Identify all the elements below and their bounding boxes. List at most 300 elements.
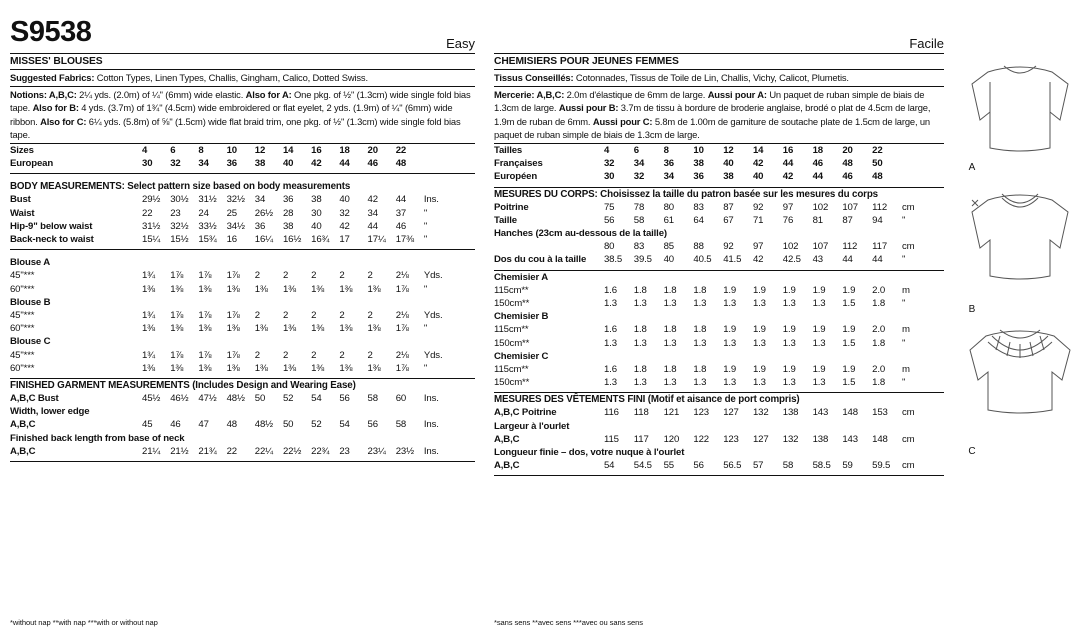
notions-label: Aussi pour B: bbox=[558, 102, 619, 114]
cell-value: 1.3 bbox=[663, 337, 677, 349]
cell-value: 41.5 bbox=[723, 254, 742, 266]
cell-value: 1¾ bbox=[142, 310, 156, 321]
cell-value: 57 bbox=[752, 460, 764, 472]
finished-garment-measurements bbox=[10, 379, 475, 462]
cell-value: 61 bbox=[663, 214, 674, 226]
cell-value: 54 bbox=[311, 393, 322, 405]
unit: " bbox=[423, 233, 428, 245]
finished-title-fr: MESURES DES VÊTEMENTS FINI (Motif et aisance de port compris) bbox=[494, 394, 800, 406]
cell-value: 107 bbox=[812, 241, 829, 253]
table-row bbox=[494, 459, 944, 472]
cell-value: 2 bbox=[311, 310, 317, 321]
blouse-b-sketch bbox=[972, 194, 1068, 279]
cell-value: 1⅜ bbox=[226, 283, 240, 295]
notions bbox=[10, 87, 475, 144]
cell-value: 58 bbox=[633, 214, 645, 226]
cell-value: 17¼ bbox=[367, 233, 386, 245]
cell-value: 58.5 bbox=[812, 460, 831, 472]
cell-value: 46 bbox=[395, 220, 407, 232]
cell-value: 44 bbox=[395, 194, 407, 206]
notions-fr bbox=[494, 87, 944, 144]
cell-value: 1.9 bbox=[842, 284, 856, 296]
table-row bbox=[494, 323, 944, 336]
notions-label: Also for C: bbox=[40, 115, 87, 127]
cell-value: 16¾ bbox=[311, 233, 330, 245]
table-row bbox=[494, 350, 944, 363]
cell-value: 1.3 bbox=[752, 337, 766, 349]
cell-value: 17⅜ bbox=[395, 233, 414, 245]
body-measurements bbox=[10, 180, 475, 250]
row-label: Tailles bbox=[494, 144, 523, 156]
cell-value: 1⅜ bbox=[282, 283, 296, 295]
french-header bbox=[494, 18, 944, 54]
view-b-label: B bbox=[968, 304, 976, 315]
cell-value: 1⅜ bbox=[142, 283, 156, 295]
cell-value: 1.3 bbox=[663, 298, 677, 309]
table-row bbox=[494, 446, 944, 459]
cell-value: 117 bbox=[872, 241, 888, 253]
cell-value: 31½ bbox=[198, 194, 217, 206]
unit: m bbox=[901, 324, 910, 336]
cell-value: 1.9 bbox=[723, 284, 737, 296]
cell-value: 132 bbox=[752, 407, 769, 419]
cell-value: 1.6 bbox=[604, 364, 617, 376]
cell-value: 143 bbox=[812, 407, 829, 419]
cell-value: 1⅜ bbox=[198, 283, 212, 295]
cell-value: 22¼ bbox=[254, 445, 274, 457]
cell-value: 21½ bbox=[170, 445, 189, 457]
notions-label: Notions: A,B,C: bbox=[10, 88, 77, 100]
cell-value: 20 bbox=[842, 144, 853, 156]
cell-value: 1⅜ bbox=[282, 362, 296, 374]
cell-value: 1.8 bbox=[872, 377, 886, 389]
cell-value: 94 bbox=[872, 214, 883, 226]
cell-value: 1.9 bbox=[752, 284, 766, 296]
unit: m bbox=[901, 284, 910, 296]
row-label: 60"*** bbox=[10, 283, 35, 295]
cell-value: 138 bbox=[782, 407, 799, 419]
table-row bbox=[10, 269, 475, 282]
cell-value: 1⅜ bbox=[142, 362, 156, 374]
cell-value: 52 bbox=[311, 419, 322, 431]
view-illustrations bbox=[960, 50, 1080, 470]
cell-value: 2 bbox=[311, 349, 317, 361]
table-row bbox=[494, 297, 944, 310]
cell-value: 1.3 bbox=[693, 298, 707, 309]
unit: " bbox=[901, 377, 906, 389]
cell-value: 78 bbox=[633, 201, 645, 213]
row-label: Dos du cou à la taille bbox=[494, 254, 587, 266]
cell-value: 1⅜ bbox=[226, 362, 240, 374]
cell-value: 55 bbox=[663, 460, 674, 472]
english-column bbox=[10, 18, 475, 462]
cell-value: 81 bbox=[812, 214, 823, 226]
table-row bbox=[10, 418, 475, 431]
cell-value: 2⅛ bbox=[395, 349, 409, 361]
unit: m bbox=[901, 364, 910, 376]
cell-value: 32 bbox=[633, 171, 645, 183]
cell-value: 34 bbox=[367, 207, 378, 219]
cell-value: 23½ bbox=[395, 445, 414, 457]
cell-value: 1.3 bbox=[812, 377, 826, 389]
cell-value: 1.3 bbox=[812, 337, 826, 349]
table-row bbox=[10, 392, 475, 405]
table-row bbox=[494, 253, 944, 266]
cell-value: 42 bbox=[782, 171, 794, 183]
cell-value: 20 bbox=[367, 144, 378, 156]
cell-value: 34 bbox=[198, 158, 209, 170]
cell-value: 1.9 bbox=[812, 324, 826, 336]
cell-value: 1⅞ bbox=[198, 349, 212, 361]
suggested-fabrics-fr bbox=[494, 70, 944, 87]
cell-value: 47 bbox=[198, 419, 209, 431]
blouse-c-sketch bbox=[970, 330, 1070, 413]
cell-value: 44 bbox=[872, 254, 883, 266]
cell-value: 117 bbox=[633, 433, 649, 445]
table-row bbox=[494, 227, 944, 240]
table-row bbox=[494, 201, 944, 214]
table-row bbox=[10, 335, 475, 348]
cell-value: 1⅜ bbox=[254, 283, 268, 295]
cell-value: 42 bbox=[752, 254, 764, 266]
table-row bbox=[10, 256, 475, 269]
cell-value: 1⅞ bbox=[198, 270, 212, 282]
cell-value: 56 bbox=[339, 393, 350, 405]
cell-value: 23¼ bbox=[367, 445, 386, 457]
cell-value: 1⅜ bbox=[311, 362, 325, 374]
cell-value: 1.3 bbox=[752, 298, 766, 309]
notions-label: Also for A: bbox=[245, 88, 292, 100]
table-row bbox=[494, 337, 944, 350]
yardage-table bbox=[10, 256, 475, 379]
cell-value: 1.8 bbox=[633, 324, 647, 336]
row-label: Poitrine bbox=[494, 201, 529, 213]
cell-value: 1⅞ bbox=[170, 270, 184, 282]
cell-value: 1.3 bbox=[782, 377, 796, 389]
view-c-label: C bbox=[968, 446, 976, 457]
cell-value: 44 bbox=[842, 254, 853, 266]
cell-value: 1⅜ bbox=[339, 362, 353, 374]
row-label: A,B,C bbox=[494, 433, 520, 445]
cell-value: 1¾ bbox=[142, 270, 156, 282]
cell-value: 40 bbox=[311, 220, 322, 232]
cell-value: 16½ bbox=[282, 233, 302, 245]
cell-value: 40 bbox=[339, 194, 350, 206]
cell-value: 120 bbox=[663, 433, 680, 445]
unit: " bbox=[901, 214, 906, 226]
subheading: Largeur à l'ourlet bbox=[494, 420, 570, 432]
cell-value: 42 bbox=[311, 158, 322, 170]
cell-value: 38 bbox=[693, 158, 704, 170]
cell-value: 2 bbox=[367, 310, 373, 321]
difficulty-level-fr: Facile bbox=[909, 36, 944, 51]
unit: cm bbox=[901, 201, 915, 213]
french-column bbox=[494, 18, 944, 476]
row-label: Françaises bbox=[494, 158, 543, 170]
cell-value: 38 bbox=[282, 220, 294, 232]
row-label: 45"*** bbox=[10, 310, 35, 321]
unit: cm bbox=[901, 433, 915, 445]
cell-value: 121 bbox=[663, 407, 680, 419]
cell-value: 1.3 bbox=[604, 337, 617, 349]
cell-value: 2.0 bbox=[872, 364, 886, 376]
table-row bbox=[10, 405, 475, 418]
cell-value: 1.3 bbox=[633, 337, 647, 349]
cell-value: 46 bbox=[170, 419, 181, 431]
cell-value: 25 bbox=[226, 207, 237, 219]
yardage-table-fr bbox=[494, 271, 944, 394]
cell-value: 14 bbox=[752, 144, 764, 156]
table-row bbox=[494, 363, 944, 376]
cell-value: 54 bbox=[604, 460, 615, 472]
cell-value: 50 bbox=[282, 419, 294, 431]
unit bbox=[902, 157, 944, 170]
table-row bbox=[494, 170, 944, 183]
cell-value: 1⅜ bbox=[311, 323, 325, 335]
cell-value: 22 bbox=[226, 445, 237, 457]
unit: Ins. bbox=[423, 419, 439, 431]
cell-value: 123 bbox=[723, 433, 739, 445]
table-row bbox=[10, 349, 475, 362]
table-row bbox=[10, 157, 475, 170]
garment-title-fr: CHEMISIERS POUR JEUNES FEMMES bbox=[494, 54, 944, 70]
cell-value: 34 bbox=[633, 158, 645, 170]
unit bbox=[424, 144, 475, 157]
notions-text: Un paquet de ruban simple de biais de 1.3cm de large. bbox=[494, 88, 925, 114]
cell-value: 92 bbox=[752, 201, 764, 213]
cell-value: 1.6 bbox=[604, 284, 617, 296]
size-table bbox=[10, 144, 475, 174]
cell-value: 32 bbox=[604, 158, 615, 170]
cell-value: 10 bbox=[226, 144, 237, 156]
cell-value: 1.5 bbox=[842, 298, 856, 309]
cell-value: 2⅛ bbox=[395, 270, 409, 282]
cell-value: 1.9 bbox=[842, 364, 856, 376]
cell-value: 1¾ bbox=[142, 349, 156, 361]
difficulty-level: Easy bbox=[446, 36, 475, 51]
cell-value: 46 bbox=[812, 158, 823, 170]
cell-value: 32 bbox=[170, 158, 181, 170]
group-heading: Blouse B bbox=[10, 296, 51, 308]
notions-text: 6¼ yds. (5.8m) of ⅝" (1.5cm) wide flat braid trim, one pkg. of ½" (1.3cm) wide single fold bias tape. bbox=[10, 115, 461, 141]
group-heading: Blouse A bbox=[10, 257, 51, 269]
cell-value: 54.5 bbox=[633, 460, 652, 472]
notions-text: 4 yds. (3.7m) of 1¾" (4.5cm) wide embroidered or flat eyelet, 2 yds. (1.9m) of ¼" (6mm) wide ribbon. bbox=[10, 102, 453, 127]
cell-value: 1.8 bbox=[693, 324, 707, 336]
subheading: Longueur finie – dos, votre nuque à l'ourlet bbox=[494, 447, 685, 459]
cell-value: 44 bbox=[782, 158, 794, 170]
cell-value: 32½ bbox=[170, 220, 189, 232]
unit: Yds. bbox=[423, 349, 443, 361]
cell-value: 12 bbox=[254, 144, 266, 156]
cell-value: 30 bbox=[311, 207, 322, 219]
cell-value: 1.8 bbox=[693, 284, 707, 296]
cell-value: 1⅜ bbox=[170, 323, 184, 335]
blouse-a-sketch bbox=[972, 66, 1068, 151]
cell-value: 1.9 bbox=[782, 324, 796, 336]
cell-value: 92 bbox=[723, 241, 734, 253]
cell-value: 2 bbox=[367, 349, 373, 361]
row-label: A,B,C bbox=[494, 460, 520, 472]
cell-value: 1.8 bbox=[663, 364, 677, 376]
unit: Ins. bbox=[423, 194, 439, 206]
subheading: Width, lower edge bbox=[10, 406, 90, 418]
cell-value: 54 bbox=[339, 419, 350, 431]
cell-value: 1⅜ bbox=[339, 283, 353, 295]
notions-text: One pkg. of ½" (1.3cm) wide single fold bias tape. bbox=[10, 88, 471, 114]
row-label: 60"*** bbox=[10, 323, 35, 335]
cell-value: 16 bbox=[311, 144, 322, 156]
cell-value: 16 bbox=[782, 144, 794, 156]
cell-value: 2 bbox=[339, 310, 345, 321]
cell-value: 38.5 bbox=[604, 254, 623, 266]
table-row bbox=[494, 240, 944, 253]
unit: " bbox=[901, 298, 906, 309]
cell-value: 22 bbox=[142, 207, 153, 219]
row-label: 115cm** bbox=[494, 364, 529, 376]
cell-value: 1⅜ bbox=[282, 323, 296, 335]
cell-value: 2.0 bbox=[872, 324, 886, 336]
cell-value: 56.5 bbox=[723, 460, 742, 472]
cell-value: 1⅜ bbox=[170, 362, 184, 374]
cell-value: 18 bbox=[339, 144, 350, 156]
cell-value: 42 bbox=[339, 220, 350, 232]
cell-value: 1.8 bbox=[872, 298, 886, 309]
unit: " bbox=[423, 220, 428, 232]
pattern-number: S9538 bbox=[10, 16, 92, 48]
row-label: 115cm** bbox=[494, 284, 529, 296]
cell-value: 46½ bbox=[170, 393, 189, 405]
table-row bbox=[494, 284, 944, 297]
body-measurements-title: BODY MEASUREMENTS: Select pattern size based on body measurements bbox=[10, 181, 351, 193]
cell-value: 1.8 bbox=[633, 284, 647, 296]
cell-value: 148 bbox=[872, 433, 888, 445]
cell-value: 1.9 bbox=[782, 364, 796, 376]
table-row bbox=[494, 271, 944, 284]
table-row bbox=[10, 283, 475, 296]
cell-value: 50 bbox=[872, 158, 883, 170]
cell-value: 2 bbox=[311, 270, 317, 282]
cell-value: 44 bbox=[812, 171, 823, 183]
cell-value: 30 bbox=[142, 158, 153, 170]
table-row bbox=[10, 296, 475, 309]
unit: cm bbox=[901, 241, 915, 253]
finished-title: FINISHED GARMENT MEASUREMENTS (Includes Design and Wearing Ease) bbox=[10, 380, 356, 392]
cell-value: 36 bbox=[693, 171, 704, 183]
cell-value: 1.9 bbox=[752, 324, 766, 336]
table-row bbox=[494, 433, 944, 446]
row-label: 150cm** bbox=[494, 337, 530, 349]
cell-value: 21¼ bbox=[142, 445, 161, 457]
table-row bbox=[10, 233, 475, 246]
table-row bbox=[10, 322, 475, 335]
cell-value: 1.3 bbox=[782, 298, 796, 309]
cell-value: 1.9 bbox=[842, 324, 856, 336]
cell-value: 71 bbox=[752, 214, 764, 226]
cell-value: 1.3 bbox=[723, 298, 737, 309]
cell-value: 83 bbox=[633, 241, 645, 253]
table-row bbox=[10, 207, 475, 220]
cell-value: 2 bbox=[254, 270, 260, 282]
unit: " bbox=[423, 283, 428, 295]
cell-value: 138 bbox=[812, 433, 829, 445]
row-label: 150cm** bbox=[494, 377, 530, 389]
cell-value: 1⅞ bbox=[395, 283, 409, 295]
cell-value: 22 bbox=[395, 144, 407, 156]
unit bbox=[902, 144, 944, 157]
cell-value: 50 bbox=[254, 393, 266, 405]
cell-value: 87 bbox=[842, 214, 853, 226]
row-label: A,B,C Bust bbox=[10, 393, 59, 405]
row-label: Bust bbox=[10, 194, 31, 206]
cell-value: 118 bbox=[633, 407, 649, 419]
cell-value: 59 bbox=[842, 460, 853, 472]
cell-value: 56 bbox=[693, 460, 704, 472]
cell-value: 123 bbox=[693, 407, 709, 419]
row-label: Hip-9" below waist bbox=[10, 220, 93, 232]
cell-value: 2 bbox=[254, 310, 260, 321]
cell-value: 1⅞ bbox=[226, 270, 240, 282]
unit: " bbox=[423, 323, 428, 335]
fabrics-label-fr: Tissus Conseillés: bbox=[494, 72, 574, 83]
cell-value: 44 bbox=[339, 158, 350, 170]
cell-value: 30 bbox=[604, 171, 615, 183]
cell-value: 102 bbox=[812, 201, 829, 213]
unit: cm bbox=[901, 407, 915, 419]
cell-value: 38 bbox=[723, 171, 734, 183]
cell-value: 1.3 bbox=[812, 298, 826, 309]
cell-value: 1⅞ bbox=[395, 323, 409, 335]
cell-value: 102 bbox=[782, 241, 799, 253]
cell-value: 1⅜ bbox=[367, 323, 381, 335]
cell-value: 48½ bbox=[254, 419, 274, 431]
cell-value: 122 bbox=[693, 433, 709, 445]
cell-value: 1.3 bbox=[723, 337, 737, 349]
cell-value: 48 bbox=[842, 158, 853, 170]
table-row bbox=[10, 432, 475, 445]
cell-value: 80 bbox=[663, 201, 674, 213]
cell-value: 58 bbox=[395, 419, 407, 431]
table-row bbox=[494, 406, 944, 419]
cell-value: 1.8 bbox=[872, 337, 886, 349]
unit: " bbox=[901, 337, 906, 349]
cell-value: 2 bbox=[339, 270, 345, 282]
cell-value: 1⅞ bbox=[226, 310, 240, 321]
cell-value: 21¾ bbox=[198, 445, 217, 457]
table-row bbox=[494, 420, 944, 433]
cell-value: 153 bbox=[872, 407, 888, 419]
cell-value: 16 bbox=[226, 233, 237, 245]
group-heading: Chemisier C bbox=[494, 350, 549, 362]
cell-value: 58 bbox=[782, 460, 794, 472]
cell-value: 85 bbox=[663, 241, 674, 253]
cell-value: 1.9 bbox=[812, 364, 826, 376]
cell-value: 40 bbox=[723, 158, 734, 170]
cell-value: 115 bbox=[604, 433, 619, 445]
fabrics-label: Suggested Fabrics: bbox=[10, 72, 95, 83]
cell-value: 107 bbox=[842, 201, 858, 213]
cell-value: 56 bbox=[367, 419, 378, 431]
cell-value: 1.9 bbox=[782, 284, 796, 296]
cell-value: 1⅜ bbox=[198, 362, 212, 374]
notions-text: 5.8m de 1.00m de garniture de soutache plate de 1.5cm de large, un paquet de ruban simple de biais de 1.3cm de large. bbox=[494, 115, 930, 141]
cell-value: 6 bbox=[633, 144, 639, 156]
cell-value: 2 bbox=[282, 310, 289, 321]
notions-label: Aussi pour C: bbox=[592, 115, 653, 127]
cell-value: 56 bbox=[604, 214, 615, 226]
cell-value: 97 bbox=[752, 241, 764, 253]
cell-value: 42.5 bbox=[782, 254, 801, 266]
